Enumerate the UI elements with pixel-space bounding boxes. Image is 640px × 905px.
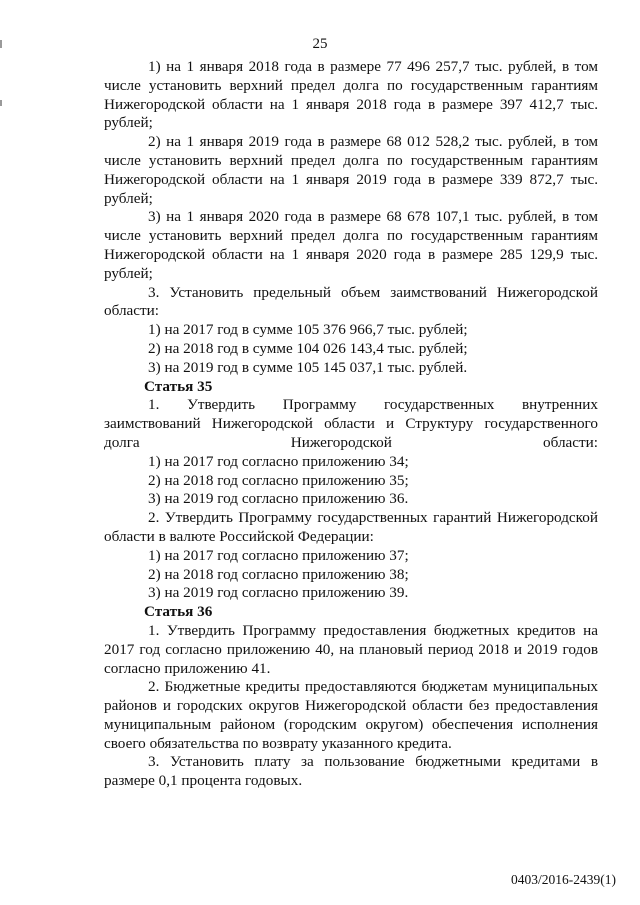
- document-code: 0403/2016-2439(1): [511, 872, 616, 887]
- paragraph: 2) на 2018 год согласно приложению 35;: [148, 471, 409, 489]
- paragraph: 1) на 1 января 2018 года в размере 77 496 257,7 тыс. рублей, в том числе установить верхний предел долга по государственным гарантиям Нижегородской области на 1 января 2018 года в размере 397 412,7 тыс. рублей;: [104, 58, 598, 132]
- paragraph: 2. Бюджетные кредиты предоставляются бюджетам муниципальных районов и городских округов Нижегородской области без предоставления муниципальным районом (городским округом) обеспечения исполнения своего обязательства по возврату указанного кредита.: [104, 678, 598, 752]
- paragraph: 1) на 2017 год согласно приложению 34;: [148, 452, 409, 470]
- paragraph: 2) на 2018 год в сумме 104 026 143,4 тыс. рублей;: [148, 339, 468, 357]
- paragraph: 1) на 2017 год согласно приложению 37;: [148, 546, 409, 564]
- paragraph: 1) на 2017 год в сумме 105 376 966,7 тыс. рублей;: [148, 321, 468, 339]
- article-36-heading: Статья 36: [144, 603, 213, 621]
- paragraph: 2) на 2018 год согласно приложению 38;: [148, 565, 409, 583]
- paragraph: 3) на 2019 год согласно приложению 39.: [148, 584, 409, 602]
- document-body: [104, 58, 598, 791]
- scan-edge-mark: [0, 100, 2, 106]
- article-35-heading: Статья 35: [144, 377, 213, 395]
- paragraph: 2. Утвердить Программу государственных гарантий Нижегородской области в валюте Российской Федерации:: [104, 509, 598, 545]
- paragraph: 1. Утвердить Программу предоставления бюджетных кредитов на 2017 год согласно приложению 40, на плановый период 2018 и 2019 годов согласно приложению 41.: [104, 621, 598, 677]
- paragraph: 1. Утвердить Программу государственных внутренних заимствований Нижегородской области и Структуру государственного долга Нижегородской области:: [104, 396, 598, 451]
- paragraph: 3) на 2019 год согласно приложению 36.: [148, 490, 409, 508]
- paragraph: 3) на 1 января 2020 года в размере 68 678 107,1 тыс. рублей, в том числе установить верхний предел долга по государственным гарантиям Нижегородской области на 1 января 2020 года в размере 285 129,9 тыс. рублей;: [104, 208, 598, 282]
- paragraph: 3. Установить плату за пользование бюджетными кредитами в размере 0,1 процента годовых.: [104, 753, 598, 790]
- paragraph: 3) на 2019 год в сумме 105 145 037,1 тыс. рублей.: [148, 358, 468, 376]
- page-number: 25: [312, 36, 328, 52]
- paragraph: 3. Установить предельный объем заимствований Нижегородской области:: [104, 283, 598, 320]
- paragraph: 2) на 1 января 2019 года в размере 68 012 528,2 тыс. рублей, в том числе установить верхний предел долга по государственным гарантиям Нижегородской области на 1 января 2019 года в размере 339 872,7 тыс. рублей;: [104, 133, 598, 207]
